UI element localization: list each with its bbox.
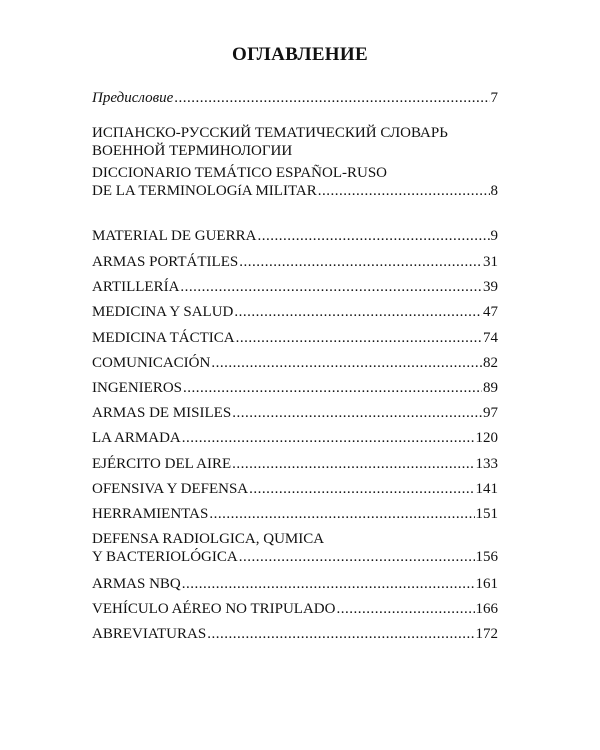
dot-leader	[234, 303, 482, 321]
toc-entry	[92, 575, 498, 593]
dot-leader	[257, 227, 489, 245]
toc-entry-preface	[92, 89, 498, 107]
toc-entry-label: MEDICINA TÁCTICA	[92, 330, 235, 346]
toc-entry-defensa	[92, 530, 498, 566]
toc-entry-label: VEHÍCULO AÉREO NO TRIPULADO	[92, 601, 336, 617]
toc-entry-label: ARMAS DE MISILES	[92, 405, 232, 421]
page-title: ОГЛАВЛЕНИЕ	[232, 44, 368, 65]
toc-entry-page: 31	[483, 254, 498, 270]
toc-entry-page: 120	[475, 430, 498, 446]
dot-leader	[336, 600, 474, 618]
toc-entry-label: ARMAS PORTÁTILES	[92, 254, 239, 270]
toc-entry	[92, 278, 498, 296]
toc-entry-label: HERRAMIENTAS	[92, 506, 209, 522]
toc-entry-label: ABREVIATURAS	[92, 626, 207, 642]
toc-heading-ru-line1: ИСПАНСКО-РУССКИЙ ТЕМАТИЧЕСКИЙ СЛОВАРЬ	[92, 125, 448, 141]
toc-entry	[92, 505, 498, 523]
toc-entry-label: OFENSIVA Y DEFENSA	[92, 481, 249, 497]
toc-entry	[92, 600, 498, 618]
toc-heading-ru-line2: ВОЕННОЙ ТЕРМИНОЛОГИИ	[92, 143, 293, 159]
toc-entry	[92, 379, 498, 397]
dot-leader	[174, 89, 489, 107]
toc-entry	[92, 625, 498, 643]
toc-entry-label: Предисловие	[92, 90, 174, 106]
toc-entry-page: 74	[483, 330, 498, 346]
dot-leader	[249, 480, 474, 498]
toc-entry-label: EJÉRCITO DEL AIRE	[92, 456, 232, 472]
toc-heading-es-line2: DE LA TERMINOLOGíA MILITAR	[92, 183, 317, 199]
dot-leader	[211, 354, 482, 372]
toc-entry-label: MEDICINA Y SALUD	[92, 304, 234, 320]
toc-entry-label-line2: Y BACTERIOLÓGICA	[92, 549, 238, 565]
toc-entry	[92, 354, 498, 372]
toc-entry-page: 172	[475, 626, 498, 642]
toc-entry-label: MATERIAL DE GUERRA	[92, 228, 257, 244]
toc-entry-page: 166	[475, 601, 498, 617]
toc-entry	[92, 404, 498, 422]
toc-entry	[92, 329, 498, 347]
toc-entry-page: 161	[475, 576, 498, 592]
toc-entry	[92, 227, 498, 245]
toc-entry-page: 82	[483, 355, 498, 371]
dot-leader	[232, 455, 474, 473]
toc-entry-page: 47	[483, 304, 498, 320]
dot-leader	[239, 253, 482, 271]
toc-entry	[92, 303, 498, 321]
toc-entry-page: 151	[475, 506, 498, 522]
toc-entry-label: COMUNICACIÓN	[92, 355, 211, 371]
dot-leader	[207, 625, 474, 643]
toc-entry	[92, 429, 498, 447]
toc-entry-page: 9	[490, 228, 498, 244]
dot-leader	[232, 404, 482, 422]
dot-leader	[180, 278, 482, 296]
toc-entry-page: 7	[490, 90, 498, 106]
toc-entry-page: 141	[475, 481, 498, 497]
toc-entry-label-line1: DEFENSA RADIOLGICA, QUMICA	[92, 531, 325, 547]
dot-leader	[183, 379, 482, 397]
dot-leader	[239, 548, 475, 566]
toc-entry-label: LA ARMADA	[92, 430, 181, 446]
toc-heading-ru	[92, 124, 498, 160]
toc-heading-es-line1: DICCIONARIO TEMÁTICO ESPAÑOL-RUSO	[92, 165, 388, 181]
toc-entry	[92, 480, 498, 498]
toc-entry-page: 156	[475, 549, 498, 565]
toc-entry-page: 8	[490, 183, 498, 199]
dot-leader	[318, 182, 490, 200]
toc-entry-label: ARMAS NBQ	[92, 576, 181, 592]
toc-entry	[92, 455, 498, 473]
toc-entry-label: ARTILLERÍA	[92, 279, 180, 295]
dot-leader	[182, 429, 475, 447]
toc-entry-page: 133	[475, 456, 498, 472]
toc-entry-page: 39	[483, 279, 498, 295]
dot-leader	[182, 575, 475, 593]
dot-leader	[236, 329, 482, 347]
toc-heading-es	[92, 164, 498, 200]
toc-entry	[92, 253, 498, 271]
dot-leader	[209, 505, 474, 523]
toc-entry-label: INGENIEROS	[92, 380, 182, 396]
toc-entry-page: 89	[483, 380, 498, 396]
toc-entry-page: 97	[483, 405, 498, 421]
